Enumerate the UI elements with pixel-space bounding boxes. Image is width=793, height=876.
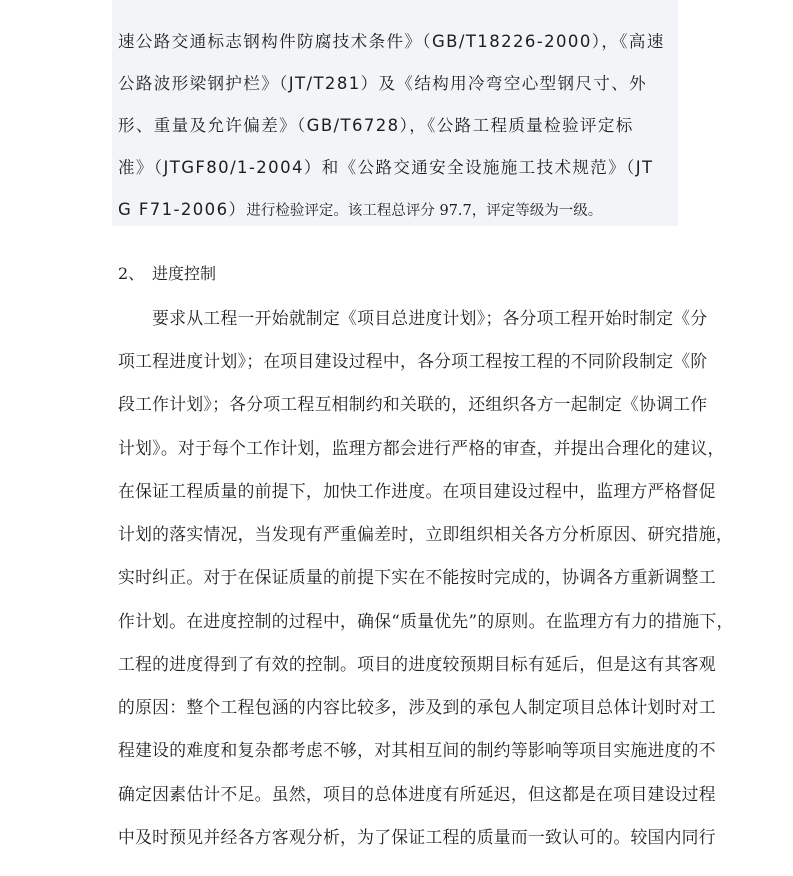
body-line: 项工程进度计划》；在项目建设过程中，各分项工程按工程的不同阶段制定《阶 bbox=[118, 351, 708, 371]
section-title: 进度控制 bbox=[152, 264, 217, 283]
intro-line-1: 速公路交通标志钢构件防腐技术条件》（GB/T18226-2000），《高速 bbox=[118, 32, 665, 51]
section-heading bbox=[118, 262, 216, 286]
body-line: 确定因素估计不足。虽然，项目的总体进度有所延迟，但这都是在项目建设过程 bbox=[118, 784, 716, 804]
section-number: 2、 bbox=[118, 264, 145, 283]
body-line: 计划》。对于每个工作计划，监理方都会进行严格的审查，并提出合理化的建议， bbox=[118, 438, 725, 458]
intro-line-4: 准》（JTGF80/1-2004）和《公路交通安全设施施工技术规范》（JT bbox=[118, 158, 654, 177]
intro-line-2: 公路波形梁钢护栏》（JT/T281）及《结构用冷弯空心型钢尺寸、外 bbox=[118, 74, 648, 93]
body-line: 工程的进度得到了有效的控制。项目的进度较预期目标有延后，但是这有其客观 bbox=[118, 654, 716, 674]
body-line: 程建设的难度和复杂都考虑不够，对其相互间的制约等影响等项目实施进度的不 bbox=[118, 740, 716, 760]
body-line: 实时纠正。对于在保证质量的前提下实在不能按时完成的，协调各方重新调整工 bbox=[118, 567, 716, 587]
body-line: 要求从工程一开始就制定《项目总进度计划》；各分项工程开始时制定《分 bbox=[118, 308, 708, 328]
intro-line-3: 形、重量及允许偏差》（GB/T6728），《公路工程质量检验评定标 bbox=[118, 116, 634, 135]
body-line: 在保证工程质量的前提下，加快工作进度。在项目建设过程中，监理方严格督促 bbox=[118, 481, 716, 501]
body-line: 作计划。在进度控制的过程中，确保“质量优先”的原则。在监理方有力的措施下， bbox=[118, 611, 734, 631]
intro-line-5-prefix: G F71-2006） bbox=[118, 200, 247, 219]
intro-line-5 bbox=[118, 198, 602, 223]
intro-line-5-suffix: 进行检验评定。该工程总评分 97.7，评定等级为一级。 bbox=[246, 203, 603, 219]
body-line: 段工作计划》；各分项工程互相制约和关联的，还组织各方一起制定《协调工作 bbox=[118, 394, 708, 414]
body-line: 计划的落实情况，当发现有严重偏差时，立即组织相关各方分析原因、研究措施， bbox=[118, 524, 733, 544]
body-line: 中及时预见并经各方客观分析，为了保证工程的质量而一致认可的。较国内同行 bbox=[118, 827, 716, 847]
body-line: 的原因：整个工程包涵的内容比较多，涉及到的承包人制定项目总体计划时对工 bbox=[118, 697, 716, 717]
